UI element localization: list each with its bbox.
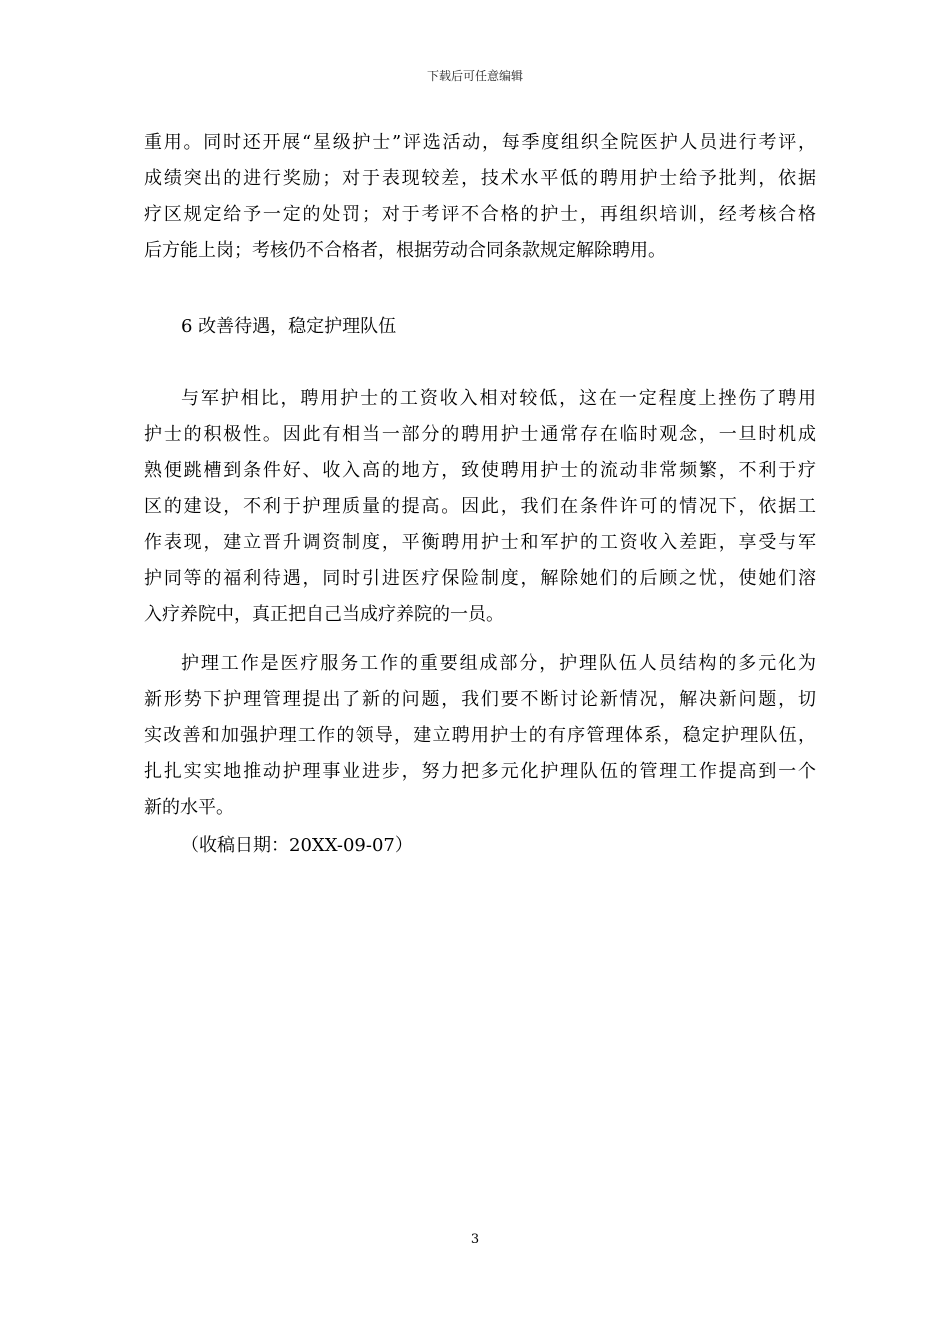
received-date: （收稿日期：20XX-09-07）	[181, 835, 413, 856]
paragraph-1	[144, 125, 816, 269]
paragraph-line: 护理工作是医疗服务工作的重要组成部分，护理队伍人员结构的多元化为	[181, 653, 816, 674]
paragraph-2	[144, 381, 816, 633]
paragraph-line: 新的水平。	[144, 797, 234, 818]
page-number: 3	[470, 1232, 480, 1247]
paragraph-line: 新形势下护理管理提出了新的问题，我们要不断讨论新情况，解决新问题，切	[144, 689, 816, 710]
section-heading: 6 改善待遇，稳定护理队伍	[181, 316, 397, 337]
paragraph-line: 扎扎实实地推动护理事业进步，努力把多元化护理队伍的管理工作提高到一个	[144, 761, 816, 782]
paragraph-line: 护同等的福利待遇，同时引进医疗保险制度，解除她们的后顾之忧，使她们溶	[144, 568, 816, 589]
paragraph-line: 成绩突出的进行奖励；对于表现较差，技术水平低的聘用护士给予批判，依据	[144, 168, 816, 189]
paragraph-line: 疗区规定给予一定的处罚；对于考评不合格的护士，再组织培训，经考核合格	[144, 204, 816, 225]
paragraph-line: 与军护相比，聘用护士的工资收入相对较低，这在一定程度上挫伤了聘用	[181, 388, 816, 409]
paragraph-line: 作表现，建立晋升调资制度，平衡聘用护士和军护的工资收入差距，享受与军	[144, 532, 816, 553]
paragraph-line: 后方能上岗；考核仍不合格者，根据劳动合同条款规定解除聘用。	[144, 240, 666, 261]
paragraph-line: 护士的积极性。因此有相当一部分的聘用护士通常存在临时观念，一旦时机成	[144, 424, 816, 445]
paragraph-line: 熟便跳槽到条件好、收入高的地方，致使聘用护士的流动非常频繁，不利于疗	[144, 460, 816, 481]
paragraph-line: 入疗养院中，真正把自己当成疗养院的一员。	[144, 604, 504, 625]
paragraph-3	[144, 646, 816, 826]
paragraph-line: 实改善和加强护理工作的领导，建立聘用护士的有序管理体系，稳定护理队伍，	[144, 725, 816, 746]
paragraph-line: 重用。同时还开展“星级护士”评选活动，每季度组织全院医护人员进行考评，	[144, 132, 816, 153]
page-header: 下载后可任意编辑	[426, 69, 523, 83]
paragraph-line: 区的建设，不利于护理质量的提高。因此，我们在条件许可的情况下，依据工	[144, 496, 816, 517]
